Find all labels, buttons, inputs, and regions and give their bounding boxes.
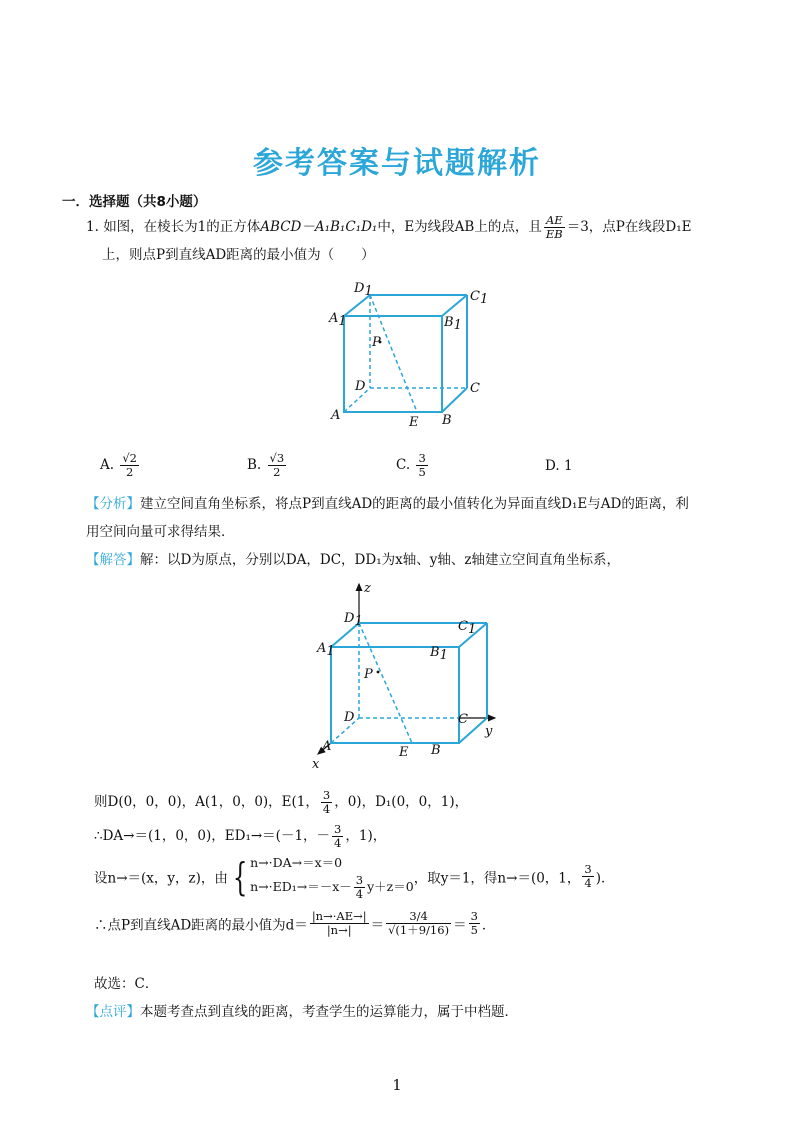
label-D1-2: D1 [344, 611, 363, 629]
solution-tag: 【解答】 [86, 552, 140, 568]
question-text: 如图，在棱长为1的正方体 [103, 219, 261, 235]
option-d[interactable]: D. 1 [545, 458, 573, 474]
label-A: A [331, 408, 341, 423]
label-B-2: B [431, 743, 441, 758]
step-vectors: ∴DA→＝(1，0，0)，ED₁→＝(－1，－ $\frac{3}{4}$ ，1)， [94, 822, 387, 850]
analysis-line-1: 【分析】建立空间直角坐标系，将点P到直线AD的距离的最小值转化为异面直线D₁E与AD的距离，利 [86, 496, 689, 512]
question-text-3: E为线段AB上的点，且 [404, 219, 542, 235]
section-heading: 一．选择题（共8小题） [62, 194, 207, 210]
cube-figure-1 [320, 278, 500, 430]
label-C: C [470, 381, 480, 396]
label-B: B [442, 413, 452, 428]
label-D: D [355, 379, 366, 394]
comment-line: 【点评】本题考查点到直线的距离，考查学生的运算能力，属于中档题． [86, 1004, 518, 1020]
analysis-line-2: 用空间向量可求得结果． [86, 524, 235, 540]
question-1-line-2: 上，则点P到直线AD距离的最小值为（ ） [102, 247, 375, 263]
question-text-2: 中， [377, 219, 405, 235]
label-A-2: A [322, 739, 332, 754]
step-coordinates: 则D(0，0，0)，A(1，0，0)，E(1， $\frac{3}{4}$ ，0)，D₁(0，0，1)， [94, 788, 469, 816]
label-E: E [409, 415, 419, 430]
axis-z-label: z [364, 581, 371, 596]
solution-line-1: 【解答】解：以D为原点，分别以DA，DC，DD₁为x轴、y轴、z轴建立空间直角坐标系， [86, 552, 620, 568]
step-distance: ∴点P到直线AD距离的最小值为d＝ $\frac{|n\to\cdot AE\to|}{|n\to|}$ ＝ $\frac{3/4}{√(1+9/16)}$ ＝ $\frac{3}{5}$ ． [94, 909, 496, 937]
label-P: P [372, 335, 381, 350]
option-c[interactable]: C. $\frac{3}{5}$ [396, 451, 426, 479]
question-1-line-1 [86, 214, 691, 241]
label-P-2: P [364, 667, 373, 682]
label-E-2: E [399, 745, 409, 760]
cube-figure-2 [300, 578, 510, 774]
ratio-fraction: $\frac{AE}{EB}$ [545, 213, 563, 241]
page-title: 参考答案与试题解析 [253, 146, 541, 181]
axis-y-label: y [485, 724, 493, 739]
label-A1: A1 [329, 311, 347, 329]
label-C1: C1 [470, 289, 489, 307]
label-D-2: D [344, 710, 355, 725]
label-D1: D1 [354, 281, 373, 299]
option-b[interactable]: B. $\frac{√3}{2}$ [247, 451, 285, 479]
step-normal-vector: 设n→＝(x，y，z)，由 { n→·DA→＝x＝0 n→·ED₁→＝－x－ $\frac{3}{4}$ y＋z＝0 ，取y＝1，得n→＝(0，1， $\frac{3}{4}$ )． [94, 854, 615, 901]
label-B1: B1 [444, 315, 462, 333]
question-text-4: ＝3，点P在线段D₁E [566, 219, 692, 235]
question-number: 1. [86, 219, 99, 235]
option-a[interactable]: A. $\frac{√2}{2}$ [100, 451, 137, 479]
page-number: 1 [392, 1076, 402, 1094]
label-C-2: C [458, 712, 468, 727]
comment-tag: 【点评】 [86, 1004, 140, 1020]
step-choice: 故选：C． [94, 976, 159, 992]
label-C1-2: C1 [458, 619, 477, 637]
label-B1-2: B1 [430, 645, 448, 663]
analysis-tag: 【分析】 [86, 496, 140, 512]
label-A1-2: A1 [317, 641, 335, 659]
axis-x-label: x [312, 757, 320, 772]
cube-name: ABCD－A₁B₁C₁D₁ [260, 219, 378, 235]
